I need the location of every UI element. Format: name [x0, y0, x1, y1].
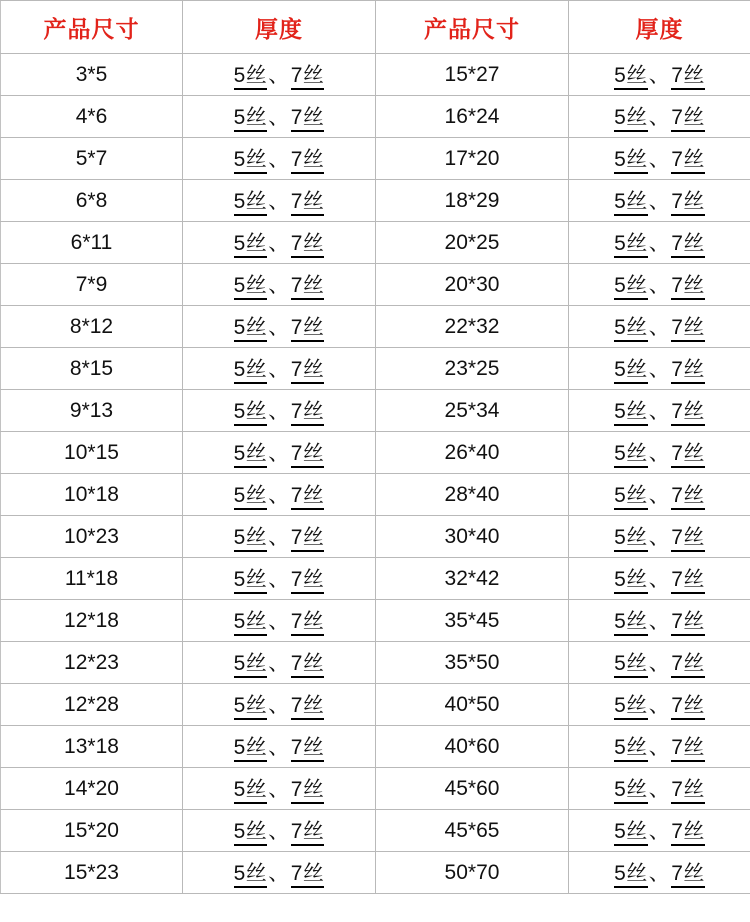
cell-thickness-right — [569, 138, 750, 180]
thickness-first: 5丝 — [614, 191, 648, 216]
thickness-separator: 、 — [648, 63, 671, 87]
thickness-second: 7丝 — [671, 527, 705, 552]
thickness-first: 5丝 — [614, 317, 648, 342]
thickness-second: 7丝 — [671, 233, 705, 258]
table-row — [1, 54, 750, 96]
cell-size-left: 3*5 — [1, 54, 183, 96]
cell-size-left: 15*23 — [1, 852, 183, 894]
cell-size-right: 45*60 — [376, 768, 569, 810]
cell-thickness-left — [183, 852, 376, 894]
thickness-separator: 、 — [268, 819, 290, 843]
thickness-first: 5丝 — [614, 107, 648, 132]
cell-size-right: 45*65 — [376, 810, 569, 852]
cell-thickness-left — [183, 684, 376, 726]
thickness-separator: 、 — [268, 735, 290, 759]
thickness-second: 7丝 — [671, 317, 705, 342]
thickness-second: 7丝 — [671, 485, 705, 510]
thickness-first: 5丝 — [614, 233, 648, 258]
thickness-separator: 、 — [268, 315, 290, 339]
table-row — [1, 516, 750, 558]
thickness-first: 5丝 — [234, 233, 268, 258]
cell-size-left: 10*23 — [1, 516, 183, 558]
cell-size-right: 50*70 — [376, 852, 569, 894]
thickness-second: 7丝 — [291, 233, 325, 258]
cell-thickness-left — [183, 264, 376, 306]
thickness-first: 5丝 — [234, 569, 268, 594]
cell-size-right: 17*20 — [376, 138, 569, 180]
cell-thickness-right — [569, 222, 750, 264]
thickness-second: 7丝 — [291, 653, 325, 678]
table-row — [1, 768, 750, 810]
cell-size-right: 40*60 — [376, 726, 569, 768]
thickness-separator: 、 — [268, 63, 290, 87]
thickness-first: 5丝 — [614, 737, 648, 762]
thickness-separator: 、 — [648, 189, 671, 213]
thickness-separator: 、 — [648, 399, 671, 423]
table-row — [1, 684, 750, 726]
thickness-separator: 、 — [268, 567, 290, 591]
thickness-first: 5丝 — [614, 149, 648, 174]
cell-size-left: 12*28 — [1, 684, 183, 726]
thickness-first: 5丝 — [234, 65, 268, 90]
thickness-first: 5丝 — [614, 359, 648, 384]
cell-thickness-right — [569, 684, 750, 726]
cell-thickness-right — [569, 600, 750, 642]
thickness-second: 7丝 — [291, 821, 325, 846]
thickness-second: 7丝 — [291, 275, 325, 300]
table-row — [1, 726, 750, 768]
thickness-separator: 、 — [648, 777, 671, 801]
cell-thickness-right — [569, 642, 750, 684]
cell-size-right: 15*27 — [376, 54, 569, 96]
thickness-second: 7丝 — [671, 443, 705, 468]
cell-size-left: 13*18 — [1, 726, 183, 768]
thickness-first: 5丝 — [614, 779, 648, 804]
thickness-separator: 、 — [268, 231, 290, 255]
thickness-first: 5丝 — [614, 275, 648, 300]
thickness-separator: 、 — [268, 483, 290, 507]
cell-thickness-left — [183, 726, 376, 768]
table-body — [1, 54, 750, 894]
thickness-first: 5丝 — [234, 107, 268, 132]
thickness-separator: 、 — [268, 777, 290, 801]
thickness-second: 7丝 — [671, 653, 705, 678]
thickness-second: 7丝 — [291, 191, 325, 216]
thickness-first: 5丝 — [234, 485, 268, 510]
cell-thickness-left — [183, 54, 376, 96]
thickness-first: 5丝 — [234, 779, 268, 804]
column-header-thickness-left: 厚度 — [183, 1, 376, 54]
cell-size-left: 9*13 — [1, 390, 183, 432]
thickness-separator: 、 — [648, 735, 671, 759]
thickness-separator: 、 — [268, 273, 290, 297]
cell-size-left: 12*18 — [1, 600, 183, 642]
cell-thickness-right — [569, 726, 750, 768]
cell-thickness-right — [569, 432, 750, 474]
table-row — [1, 474, 750, 516]
cell-thickness-left — [183, 516, 376, 558]
thickness-separator: 、 — [268, 147, 290, 171]
thickness-second: 7丝 — [291, 569, 325, 594]
cell-size-right: 20*30 — [376, 264, 569, 306]
cell-thickness-right — [569, 474, 750, 516]
cell-thickness-right — [569, 348, 750, 390]
thickness-second: 7丝 — [291, 527, 325, 552]
cell-thickness-left — [183, 306, 376, 348]
table-row — [1, 852, 750, 894]
thickness-first: 5丝 — [234, 695, 268, 720]
table-row — [1, 264, 750, 306]
thickness-second: 7丝 — [291, 737, 325, 762]
thickness-separator: 、 — [648, 147, 671, 171]
table-header-row — [1, 1, 750, 54]
thickness-separator: 、 — [268, 441, 290, 465]
thickness-first: 5丝 — [234, 821, 268, 846]
thickness-separator: 、 — [268, 861, 290, 885]
thickness-first: 5丝 — [234, 653, 268, 678]
thickness-separator: 、 — [648, 819, 671, 843]
thickness-separator: 、 — [648, 357, 671, 381]
cell-size-left: 6*11 — [1, 222, 183, 264]
table-row — [1, 138, 750, 180]
thickness-second: 7丝 — [671, 65, 705, 90]
thickness-separator: 、 — [268, 357, 290, 381]
cell-thickness-left — [183, 600, 376, 642]
cell-size-left: 5*7 — [1, 138, 183, 180]
cell-thickness-right — [569, 516, 750, 558]
cell-thickness-right — [569, 96, 750, 138]
thickness-separator: 、 — [648, 651, 671, 675]
cell-thickness-left — [183, 810, 376, 852]
cell-thickness-right — [569, 180, 750, 222]
table-row — [1, 810, 750, 852]
thickness-separator: 、 — [648, 861, 671, 885]
cell-size-right: 26*40 — [376, 432, 569, 474]
cell-thickness-right — [569, 54, 750, 96]
cell-size-left: 15*20 — [1, 810, 183, 852]
table-row — [1, 642, 750, 684]
cell-thickness-left — [183, 180, 376, 222]
cell-size-right: 32*42 — [376, 558, 569, 600]
thickness-first: 5丝 — [614, 569, 648, 594]
thickness-second: 7丝 — [291, 149, 325, 174]
cell-size-left: 10*18 — [1, 474, 183, 516]
cell-thickness-left — [183, 432, 376, 474]
thickness-first: 5丝 — [614, 65, 648, 90]
thickness-separator: 、 — [648, 273, 671, 297]
thickness-second: 7丝 — [671, 569, 705, 594]
table-row — [1, 558, 750, 600]
table-row — [1, 432, 750, 474]
thickness-first: 5丝 — [614, 695, 648, 720]
thickness-separator: 、 — [648, 693, 671, 717]
thickness-first: 5丝 — [234, 359, 268, 384]
thickness-first: 5丝 — [614, 653, 648, 678]
thickness-second: 7丝 — [671, 863, 705, 888]
cell-thickness-left — [183, 558, 376, 600]
thickness-second: 7丝 — [671, 611, 705, 636]
table-header — [1, 1, 750, 54]
cell-size-left: 4*6 — [1, 96, 183, 138]
table-row — [1, 180, 750, 222]
cell-thickness-right — [569, 264, 750, 306]
cell-size-right: 40*50 — [376, 684, 569, 726]
thickness-second: 7丝 — [671, 275, 705, 300]
cell-thickness-right — [569, 558, 750, 600]
thickness-second: 7丝 — [291, 485, 325, 510]
cell-size-left: 11*18 — [1, 558, 183, 600]
cell-size-right: 28*40 — [376, 474, 569, 516]
thickness-separator: 、 — [268, 525, 290, 549]
thickness-separator: 、 — [268, 105, 290, 129]
thickness-second: 7丝 — [291, 317, 325, 342]
thickness-second: 7丝 — [291, 65, 325, 90]
column-header-size-right: 产品尺寸 — [376, 1, 569, 54]
cell-thickness-left — [183, 642, 376, 684]
thickness-second: 7丝 — [291, 863, 325, 888]
cell-thickness-left — [183, 138, 376, 180]
thickness-second: 7丝 — [671, 359, 705, 384]
thickness-separator: 、 — [268, 609, 290, 633]
cell-thickness-left — [183, 768, 376, 810]
cell-size-left: 12*23 — [1, 642, 183, 684]
cell-thickness-right — [569, 852, 750, 894]
thickness-first: 5丝 — [614, 485, 648, 510]
thickness-first: 5丝 — [234, 401, 268, 426]
cell-size-right: 25*34 — [376, 390, 569, 432]
thickness-separator: 、 — [268, 651, 290, 675]
thickness-second: 7丝 — [671, 821, 705, 846]
cell-thickness-right — [569, 390, 750, 432]
thickness-second: 7丝 — [671, 779, 705, 804]
cell-size-right: 35*50 — [376, 642, 569, 684]
table-row — [1, 348, 750, 390]
thickness-second: 7丝 — [291, 779, 325, 804]
cell-thickness-right — [569, 306, 750, 348]
thickness-separator: 、 — [648, 525, 671, 549]
column-header-thickness-right: 厚度 — [569, 1, 750, 54]
table-row — [1, 390, 750, 432]
cell-size-right: 20*25 — [376, 222, 569, 264]
table-row — [1, 222, 750, 264]
thickness-second: 7丝 — [671, 737, 705, 762]
cell-size-right: 35*45 — [376, 600, 569, 642]
thickness-second: 7丝 — [291, 107, 325, 132]
thickness-first: 5丝 — [234, 611, 268, 636]
cell-size-left: 8*12 — [1, 306, 183, 348]
thickness-first: 5丝 — [234, 149, 268, 174]
cell-size-right: 30*40 — [376, 516, 569, 558]
table-row — [1, 96, 750, 138]
thickness-second: 7丝 — [291, 359, 325, 384]
cell-size-right: 16*24 — [376, 96, 569, 138]
cell-thickness-right — [569, 768, 750, 810]
thickness-second: 7丝 — [291, 443, 325, 468]
thickness-first: 5丝 — [234, 191, 268, 216]
thickness-second: 7丝 — [291, 401, 325, 426]
thickness-separator: 、 — [648, 609, 671, 633]
cell-size-right: 18*29 — [376, 180, 569, 222]
thickness-second: 7丝 — [671, 191, 705, 216]
cell-thickness-left — [183, 222, 376, 264]
thickness-first: 5丝 — [234, 737, 268, 762]
cell-size-left: 10*15 — [1, 432, 183, 474]
table-row — [1, 306, 750, 348]
thickness-separator: 、 — [268, 693, 290, 717]
thickness-second: 7丝 — [671, 107, 705, 132]
thickness-separator: 、 — [268, 399, 290, 423]
thickness-separator: 、 — [648, 231, 671, 255]
thickness-first: 5丝 — [614, 863, 648, 888]
thickness-first: 5丝 — [234, 443, 268, 468]
cell-thickness-left — [183, 348, 376, 390]
thickness-first: 5丝 — [234, 527, 268, 552]
cell-size-left: 8*15 — [1, 348, 183, 390]
cell-thickness-left — [183, 96, 376, 138]
cell-size-right: 23*25 — [376, 348, 569, 390]
thickness-first: 5丝 — [234, 275, 268, 300]
thickness-separator: 、 — [648, 441, 671, 465]
thickness-second: 7丝 — [671, 401, 705, 426]
column-header-size-left: 产品尺寸 — [1, 1, 183, 54]
thickness-first: 5丝 — [614, 527, 648, 552]
cell-size-left: 6*8 — [1, 180, 183, 222]
thickness-separator: 、 — [648, 567, 671, 591]
thickness-separator: 、 — [648, 315, 671, 339]
thickness-second: 7丝 — [671, 149, 705, 174]
thickness-second: 7丝 — [671, 695, 705, 720]
cell-thickness-right — [569, 810, 750, 852]
thickness-second: 7丝 — [291, 695, 325, 720]
table-row — [1, 600, 750, 642]
thickness-first: 5丝 — [614, 611, 648, 636]
thickness-second: 7丝 — [291, 611, 325, 636]
thickness-first: 5丝 — [614, 443, 648, 468]
thickness-first: 5丝 — [614, 821, 648, 846]
cell-thickness-left — [183, 474, 376, 516]
cell-size-left: 7*9 — [1, 264, 183, 306]
thickness-separator: 、 — [648, 105, 671, 129]
thickness-first: 5丝 — [234, 317, 268, 342]
thickness-first: 5丝 — [614, 401, 648, 426]
cell-thickness-left — [183, 390, 376, 432]
thickness-separator: 、 — [268, 189, 290, 213]
cell-size-left: 14*20 — [1, 768, 183, 810]
thickness-separator: 、 — [648, 483, 671, 507]
cell-size-right: 22*32 — [376, 306, 569, 348]
thickness-first: 5丝 — [234, 863, 268, 888]
